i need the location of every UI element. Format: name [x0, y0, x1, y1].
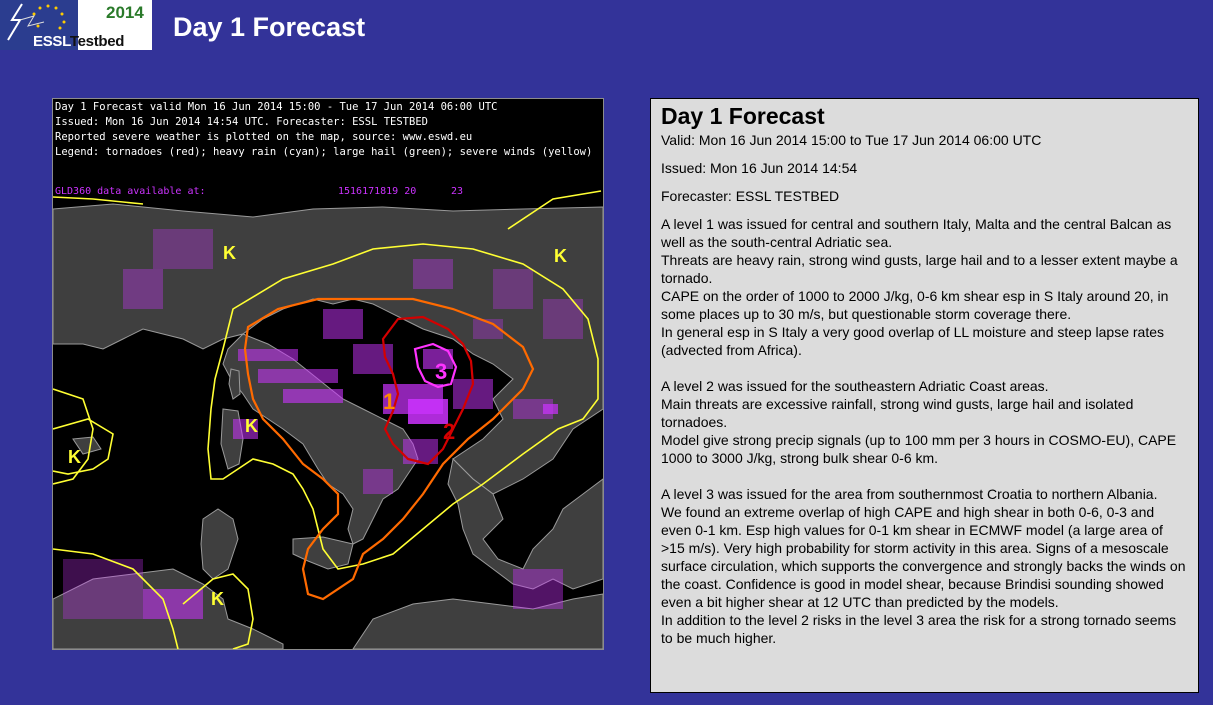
forecast-forecaster: Forecaster: ESSL TESTBED: [661, 188, 840, 204]
level-1-text: In general esp in S Italy a very good overlap of LL moisture and steep lapse rates (advected from Africa).: [661, 324, 1165, 358]
map-header-line-3: Reported severe weather is plotted on the map, source: www.eswd.eu: [55, 131, 473, 143]
lightning-marker: K: [554, 246, 567, 266]
level-1-label: 1: [383, 389, 396, 414]
forecast-title: Day 1 Forecast: [661, 103, 825, 129]
lightning-marker: K: [245, 416, 258, 436]
level-1-text: Threats are heavy rain, strong wind gusts, large hail and to a lesser extent maybe a tornado.: [661, 252, 1178, 286]
forecast-text-panel: [650, 98, 1199, 693]
level-3-text: A level 3 was issued for the area from southernmost Croatia to northern Albania.: [661, 486, 1158, 502]
map-header-line-2: Issued: Mon 16 Jun 2014 14:54 UTC. Forecaster: ESSL TESTBED: [55, 116, 428, 128]
lightning-marker: K: [223, 243, 236, 263]
level-3-text: In addition to the level 2 risks in the level 3 area the risk for a strong tornado seems to be much higher.: [661, 612, 1177, 646]
forecast-issued: Issued: Mon 16 Jun 2014 14:54: [661, 160, 858, 176]
level-1-text: CAPE on the order of 1000 to 2000 J/kg, 0-6 km shear esp in S Italy around 20, in some places up to 30 m/s, but questionable storm coverage there.: [661, 288, 1169, 322]
level-2-label: 2: [443, 419, 456, 444]
gld-hours: 1516171819 20: [338, 186, 417, 197]
level-3-label: 3: [435, 359, 448, 384]
forecast-valid: Valid: Mon 16 Jun 2014 15:00 to Tue 17 Jun 2014 06:00 UTC: [661, 132, 1042, 148]
essl-testbed-logo: [0, 0, 152, 50]
forecast-map-svg: [53, 99, 603, 649]
level-2-text: Main threats are excessive rainfall, strong wind gusts, large hail and isolated tornadoes.: [661, 396, 1134, 430]
logo-text: [33, 33, 124, 50]
page-title: Day 1 Forecast: [173, 12, 366, 42]
level-3-text: We found an extreme overlap of high CAPE and high shear in both 0-6, 0-3 and even 0-1 km. Esp high values for 0-1 km shear in ECMWF model (a large area of >15 m/s). Very high probability for storm activity in this area. Signs of a mesoscale surface circulation, which supports the convergence and strongly backs the winds on the coast. Confidence is good in model shear, because Brindisi sounding showed even a bit higher shear at 12 UTC than predicted by the models.: [661, 504, 1186, 610]
gld-label: GLD360 data available at:: [55, 186, 206, 197]
logo-year: 2014: [106, 3, 144, 22]
lightning-marker: K: [211, 589, 224, 609]
logo-text-testbed: Testbed: [69, 33, 125, 50]
level-1-text: A level 1 was issued for central and southern Italy, Malta and the central Balcan as well as the south-central Adriatic sea.: [661, 216, 1172, 250]
level-2-text: Model give strong precip signals (up to 100 mm per 3 hours in COSMO-EU), CAPE 1000 to 3000 J/kg, strong bulk shear 0-6 km.: [661, 432, 1177, 466]
level-2-text: A level 2 was issued for the southeastern Adriatic Coast areas.: [661, 378, 1049, 394]
lightning-marker: K: [68, 447, 81, 467]
level-1-description: [661, 215, 1188, 359]
forecast-map[interactable]: [52, 98, 604, 650]
map-header-line-4: Legend: tornadoes (red); heavy rain (cyan); large hail (green); severe winds (yellow): [55, 146, 593, 158]
logo-text-essl: ESSL: [33, 33, 70, 50]
map-header-line-1: Day 1 Forecast valid Mon 16 Jun 2014 15:00 - Tue 17 Jun 2014 06:00 UTC: [55, 101, 498, 113]
level-3-description: [661, 485, 1188, 647]
gld-hour-last: 23: [451, 186, 464, 197]
level-2-description: [661, 377, 1188, 467]
